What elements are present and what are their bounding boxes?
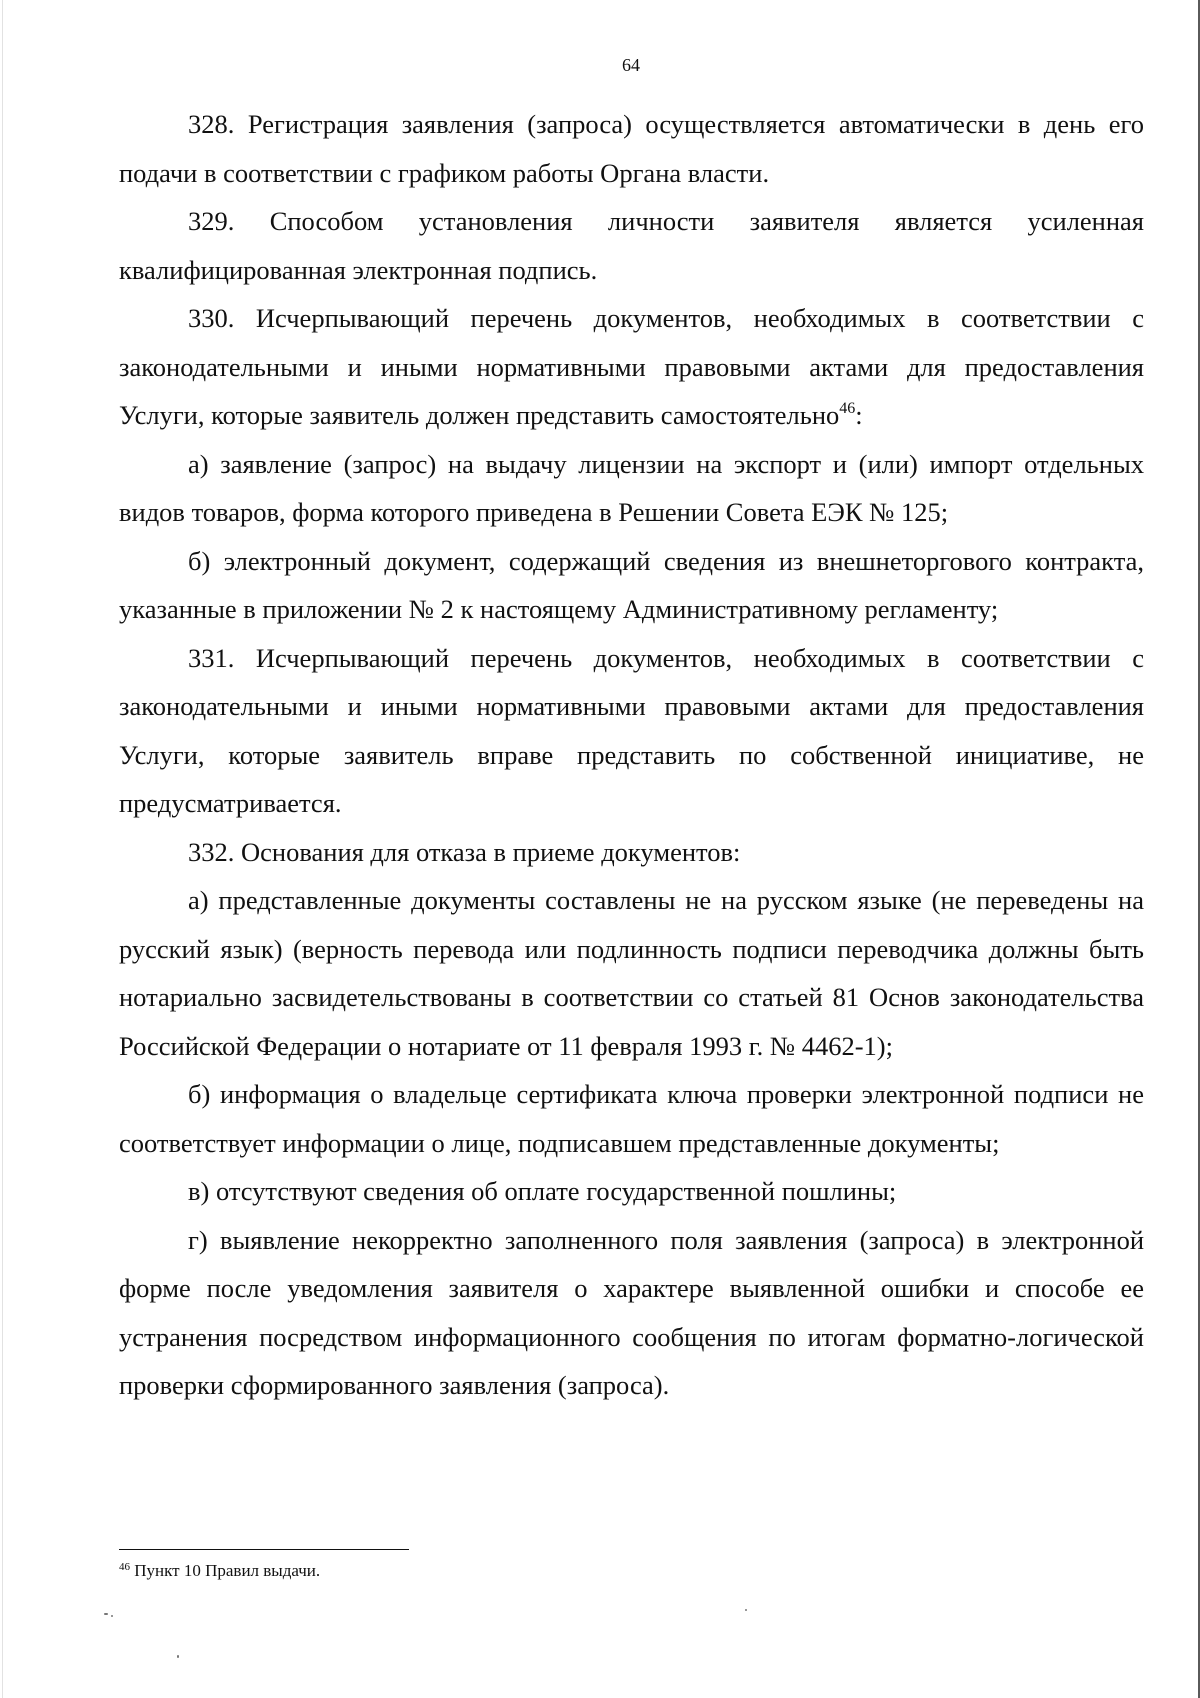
footnote-number: 46 [119, 1561, 130, 1573]
paragraph-330-a: а) заявление (запрос) на выдачу лицензии на экспорт и (или) импорт отдельных видов товаров, форма которого приведена в Решении Совета ЕЭК № 125; [119, 448, 1144, 527]
paragraph-332-a: а) представленные документы составлены не на русском языке (не переведены на русский язык) (верность перевода или подлинность подписи переводчика должны быть нотариально засвидетельствованы в соответствии со статьей 81 Основ законодательства Российской Федерации о нотариате от 11 февраля 1993 г. № 4462-1); [119, 885, 1144, 1061]
paragraph-330-text: 330. Исчерпывающий перечень документов, необходимых в соответствии с законодательными и иными нормативными правовыми актами для предоставления Услуги, которые заявитель должен представить самостоятельно [119, 303, 1144, 430]
paragraph-332: 332. Основания для отказа в приеме документов: [188, 836, 741, 867]
footnote-text: Пункт 10 Правил выдачи. [130, 1561, 321, 1580]
page-number: 64 [622, 55, 640, 75]
paragraph-329: 329. Способом установления личности заявителя является усиленная квалифицированная электронная подпись. [119, 206, 1144, 285]
scan-speck [104, 1613, 108, 1615]
scan-speck [111, 1615, 113, 1617]
document-body [119, 100, 1144, 1410]
scan-speck [177, 1655, 179, 1658]
footnote-reference: 46 [839, 400, 856, 417]
footnote [119, 1560, 320, 1582]
paragraph-330-b: б) электронный документ, содержащий сведения из внешнеторгового контракта, указанные в приложении № 2 к настоящему Административному регламенту; [119, 545, 1144, 624]
paragraph-332-v: в) отсутствуют сведения об оплате государственной пошлины; [188, 1176, 897, 1206]
paragraph-330-suffix: : [855, 400, 863, 430]
scan-speck [745, 1609, 747, 1611]
paragraph-332-b: б) информация о владельце сертификата ключа проверки электронной подписи не соответствует информации о лице, подписавшем представленные документы; [119, 1079, 1144, 1158]
paragraph-330 [119, 294, 1144, 440]
paragraph-331: 331. Исчерпывающий перечень документов, необходимых в соответствии с законодательными и иными нормативными правовыми актами для предоставления Услуги, которые заявитель вправе представить по собственной инициативе, не предусматривается. [119, 642, 1144, 818]
footnote-separator [119, 1549, 409, 1550]
paragraph-332-g: г) выявление некорректно заполненного поля заявления (запроса) в электронной форме после уведомления заявителя о характере выявленной ошибки и способе ее устранения посредством информационного сообщения по итогам форматно-логической проверки сформированного заявления (запроса). [119, 1224, 1144, 1400]
scan-edge-left [2, 0, 3, 1698]
paragraph-328: 328. Регистрация заявления (запроса) осуществляется автоматически в день его подачи в соответствии с графиком работы Органа власти. [119, 109, 1144, 188]
